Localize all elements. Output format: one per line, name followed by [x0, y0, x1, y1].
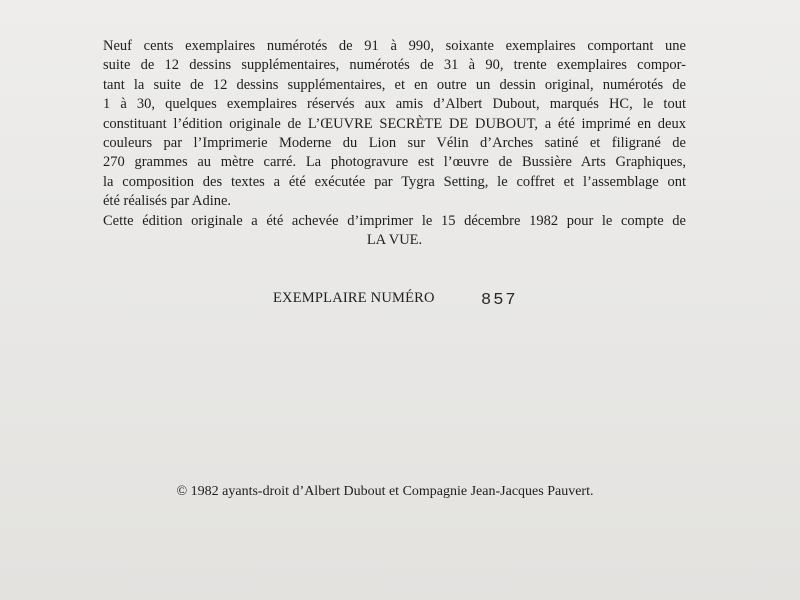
colophon-line: tant la suite de 12 dessins supplémentaires, et en outre un dessin original, numérotés de — [103, 76, 686, 93]
colophon-line: 1 à 30, quelques exemplaires réservés aux amis d’Albert Dubout, marqués HC, le tout — [103, 96, 686, 113]
colophon-line: été réalisés par Adine. — [103, 193, 232, 210]
publisher-name: LA VUE. — [366, 232, 423, 249]
colophon-line: suite de 12 dessins supplémentaires, numérotés de 31 à 90, trente exemplaires compor- — [103, 57, 686, 74]
colophon-line: couleurs par l’Imprimerie Moderne du Lion sur Vélin d’Arches satiné et filigrané de — [103, 135, 686, 152]
colophon-line: constituant l’édition originale de L’ŒUVRE SECRÈTE DE DUBOUT, a été imprimé en deux — [103, 115, 686, 132]
copyright-notice: © 1982 ayants-droit d’Albert Dubout et Compagnie Jean-Jacques Pauvert. — [176, 484, 594, 499]
copy-number-label: EXEMPLAIRE NUMÉRO — [273, 290, 435, 306]
colophon-text — [103, 37, 686, 250]
colophon-line: la composition des textes a été exécutée par Tygra Setting, le coffret et l’assemblage ont — [103, 173, 686, 190]
colophon-line: Cette édition originale a été achevée d’imprimer le 15 décembre 1982 pour le compte de — [103, 212, 686, 229]
copy-number-value: 857 — [481, 291, 518, 310]
colophon-line: Neuf cents exemplaires numérotés de 91 à 990, soixante exemplaires comportant une — [103, 38, 686, 54]
colophon-line: 270 grammes au mètre carré. La photogravure est l’œuvre de Bussière Arts Graphiques, — [103, 154, 686, 171]
